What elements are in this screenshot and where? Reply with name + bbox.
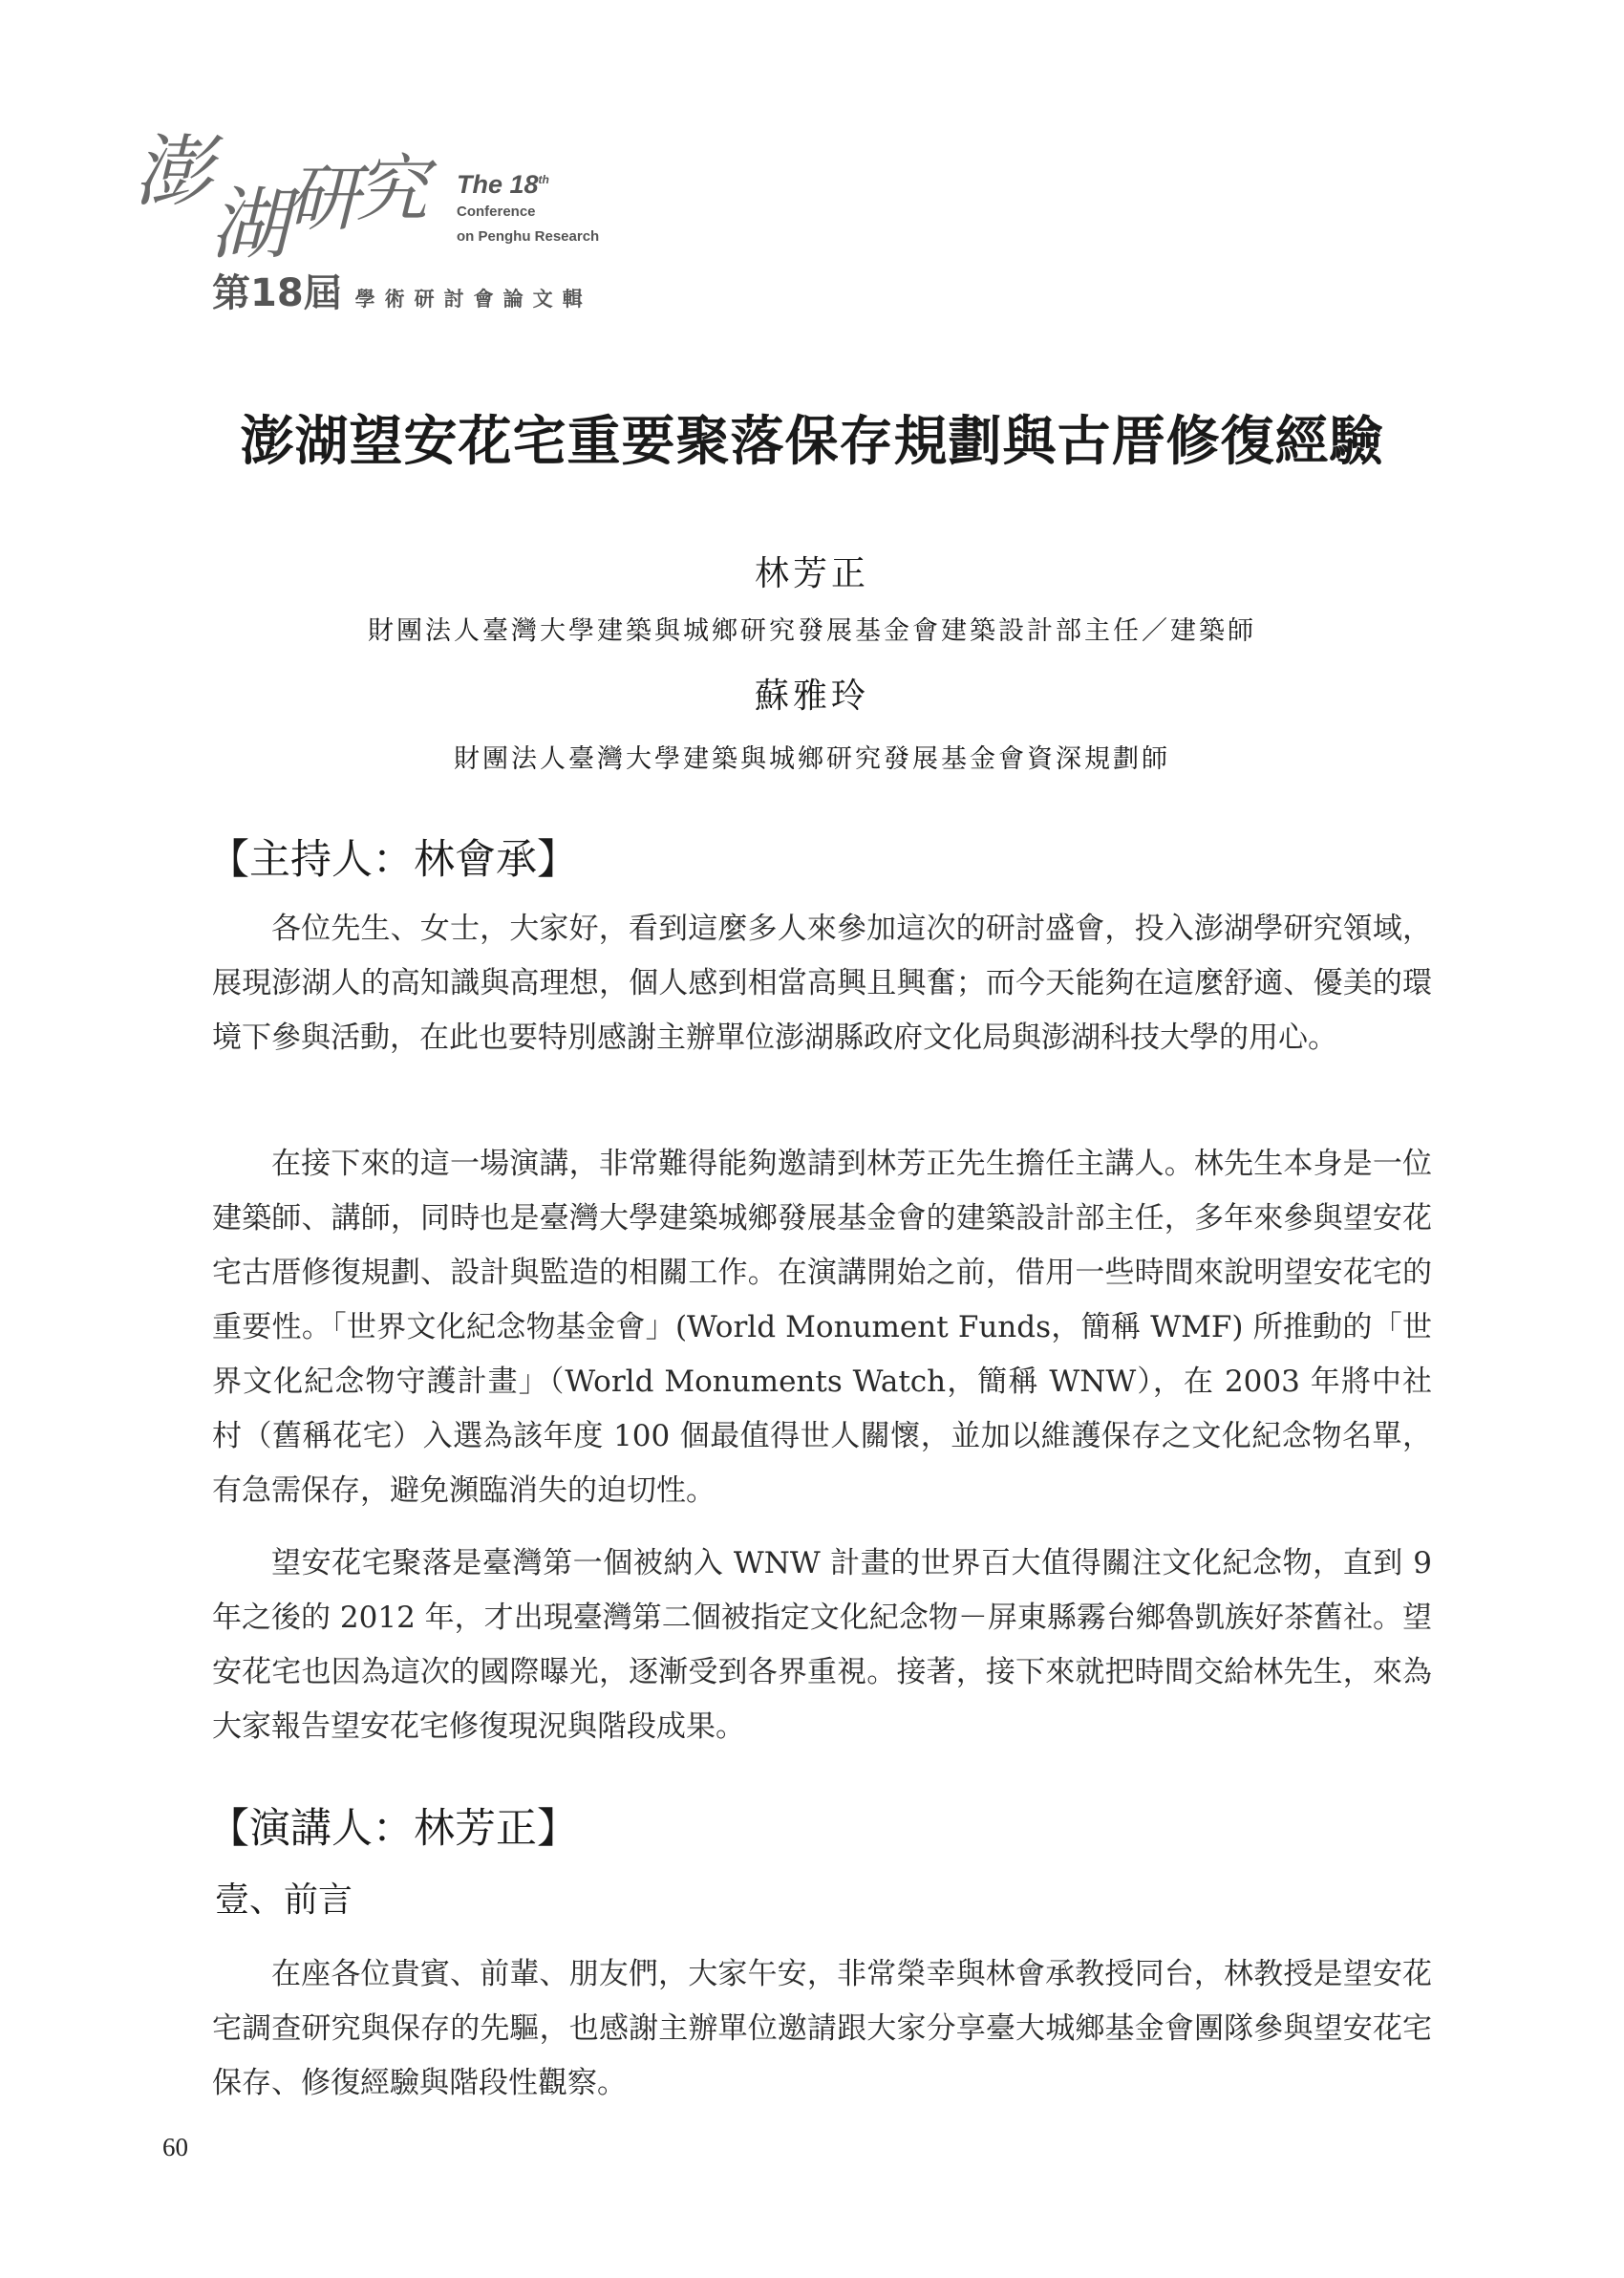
conf-en-line2: Conference bbox=[457, 204, 536, 220]
page-number: 60 bbox=[162, 2133, 188, 2161]
conf-en-line1: The 18 bbox=[457, 170, 539, 199]
host-paragraph-1: 各位先生、女士，大家好，看到這麼多人來參加這次的研討盛會，投入澎湖學研究領域，展現澎湖人的高知識與高理想，個人感到相當高興且興奮；而今天能夠在這麼舒適、優美的環境下參與活動，在此也要特別感謝主辦單位澎湖縣政府文化局與澎湖科技大學的用心。 bbox=[212, 912, 1432, 1055]
logo-char-peng: 澎 bbox=[134, 127, 212, 218]
author-name-1: 林芳正 bbox=[754, 554, 869, 593]
paper-title: 澎湖望安花宅重要聚落保存規劃與古厝修復經驗 bbox=[240, 410, 1384, 473]
conference-edition bbox=[212, 263, 592, 317]
host-heading: 【主持人：林會承】 bbox=[208, 836, 578, 884]
intro-paragraph: 在座各位貴賓、前輩、朋友們，大家午安，非常榮幸與林會承教授同台，林教授是望安花宅調查研究與保存的先驅，也感謝主辦單位邀請跟大家分享臺大城鄉基金會團隊參與望安花宅保存、修復經驗與階段性觀察。 bbox=[212, 1957, 1432, 2100]
author-affiliation-2: 財團法人臺灣大學建築與城鄉研究發展基金會資深規劃師 bbox=[454, 744, 1170, 774]
speaker-heading: 【演講人：林芳正】 bbox=[208, 1805, 578, 1853]
host-paragraph-3: 望安花宅聚落是臺灣第一個被納入 WNW 計畫的世界百大值得關注文化紀念物，直到 9 年之後的 2012 年，才出現臺灣第二個被指定文化紀念物－屏東縣霧台鄉魯凱族好茶舊社。望安花宅也因為這次的國際曝光，逐漸受到各界重視。接著，接下來就把時間交給林先生，來為大家報告望安花宅修復現況與階段成果。 bbox=[212, 1546, 1432, 1744]
author-name-2: 蘇雅玲 bbox=[754, 677, 869, 716]
logo-char-yan: 研 bbox=[287, 156, 359, 241]
edition-label: 第18屆 bbox=[212, 271, 342, 315]
logo-char-hu: 湖 bbox=[210, 180, 288, 270]
host-paragraph-2: 在接下來的這一場演講，非常難得能夠邀請到林芳正先生擔任主講人。林先生本身是一位建築師、講師，同時也是臺灣大學建築城鄉發展基金會的建築設計部主任，多年來參與望安花宅古厝修復規劃、設計與監造的相關工作。在演講開始之前，借用一些時間來說明望安花宅的重要性。「世界文化紀念物基金會」(World Monument Funds，簡稱 WMF) 所推動的「世界文化紀念物守護計畫」（World Monuments Watch，簡稱 WNW），在 2003 年將中社村（舊稱花宅）入選為該年度 100 個最值得世人關懷，並加以維護保存之文化紀念物名單，有急需保存，避免瀕臨消失的迫切性。 bbox=[212, 1147, 1432, 1508]
intro-heading: 壹、前言 bbox=[215, 1880, 353, 1920]
logo-char-jiu: 究 bbox=[355, 146, 428, 231]
edition-sub-label: 學術研討會論文輯 bbox=[354, 288, 592, 311]
conference-english-name bbox=[457, 170, 599, 249]
conf-en-line3: on Penghu Research bbox=[457, 228, 600, 245]
author-affiliation-1: 財團法人臺灣大學建築與城鄉研究發展基金會建築設計部主任／建築師 bbox=[368, 616, 1256, 646]
journal-logo bbox=[134, 124, 630, 315]
conf-en-sup: th bbox=[538, 173, 549, 186]
